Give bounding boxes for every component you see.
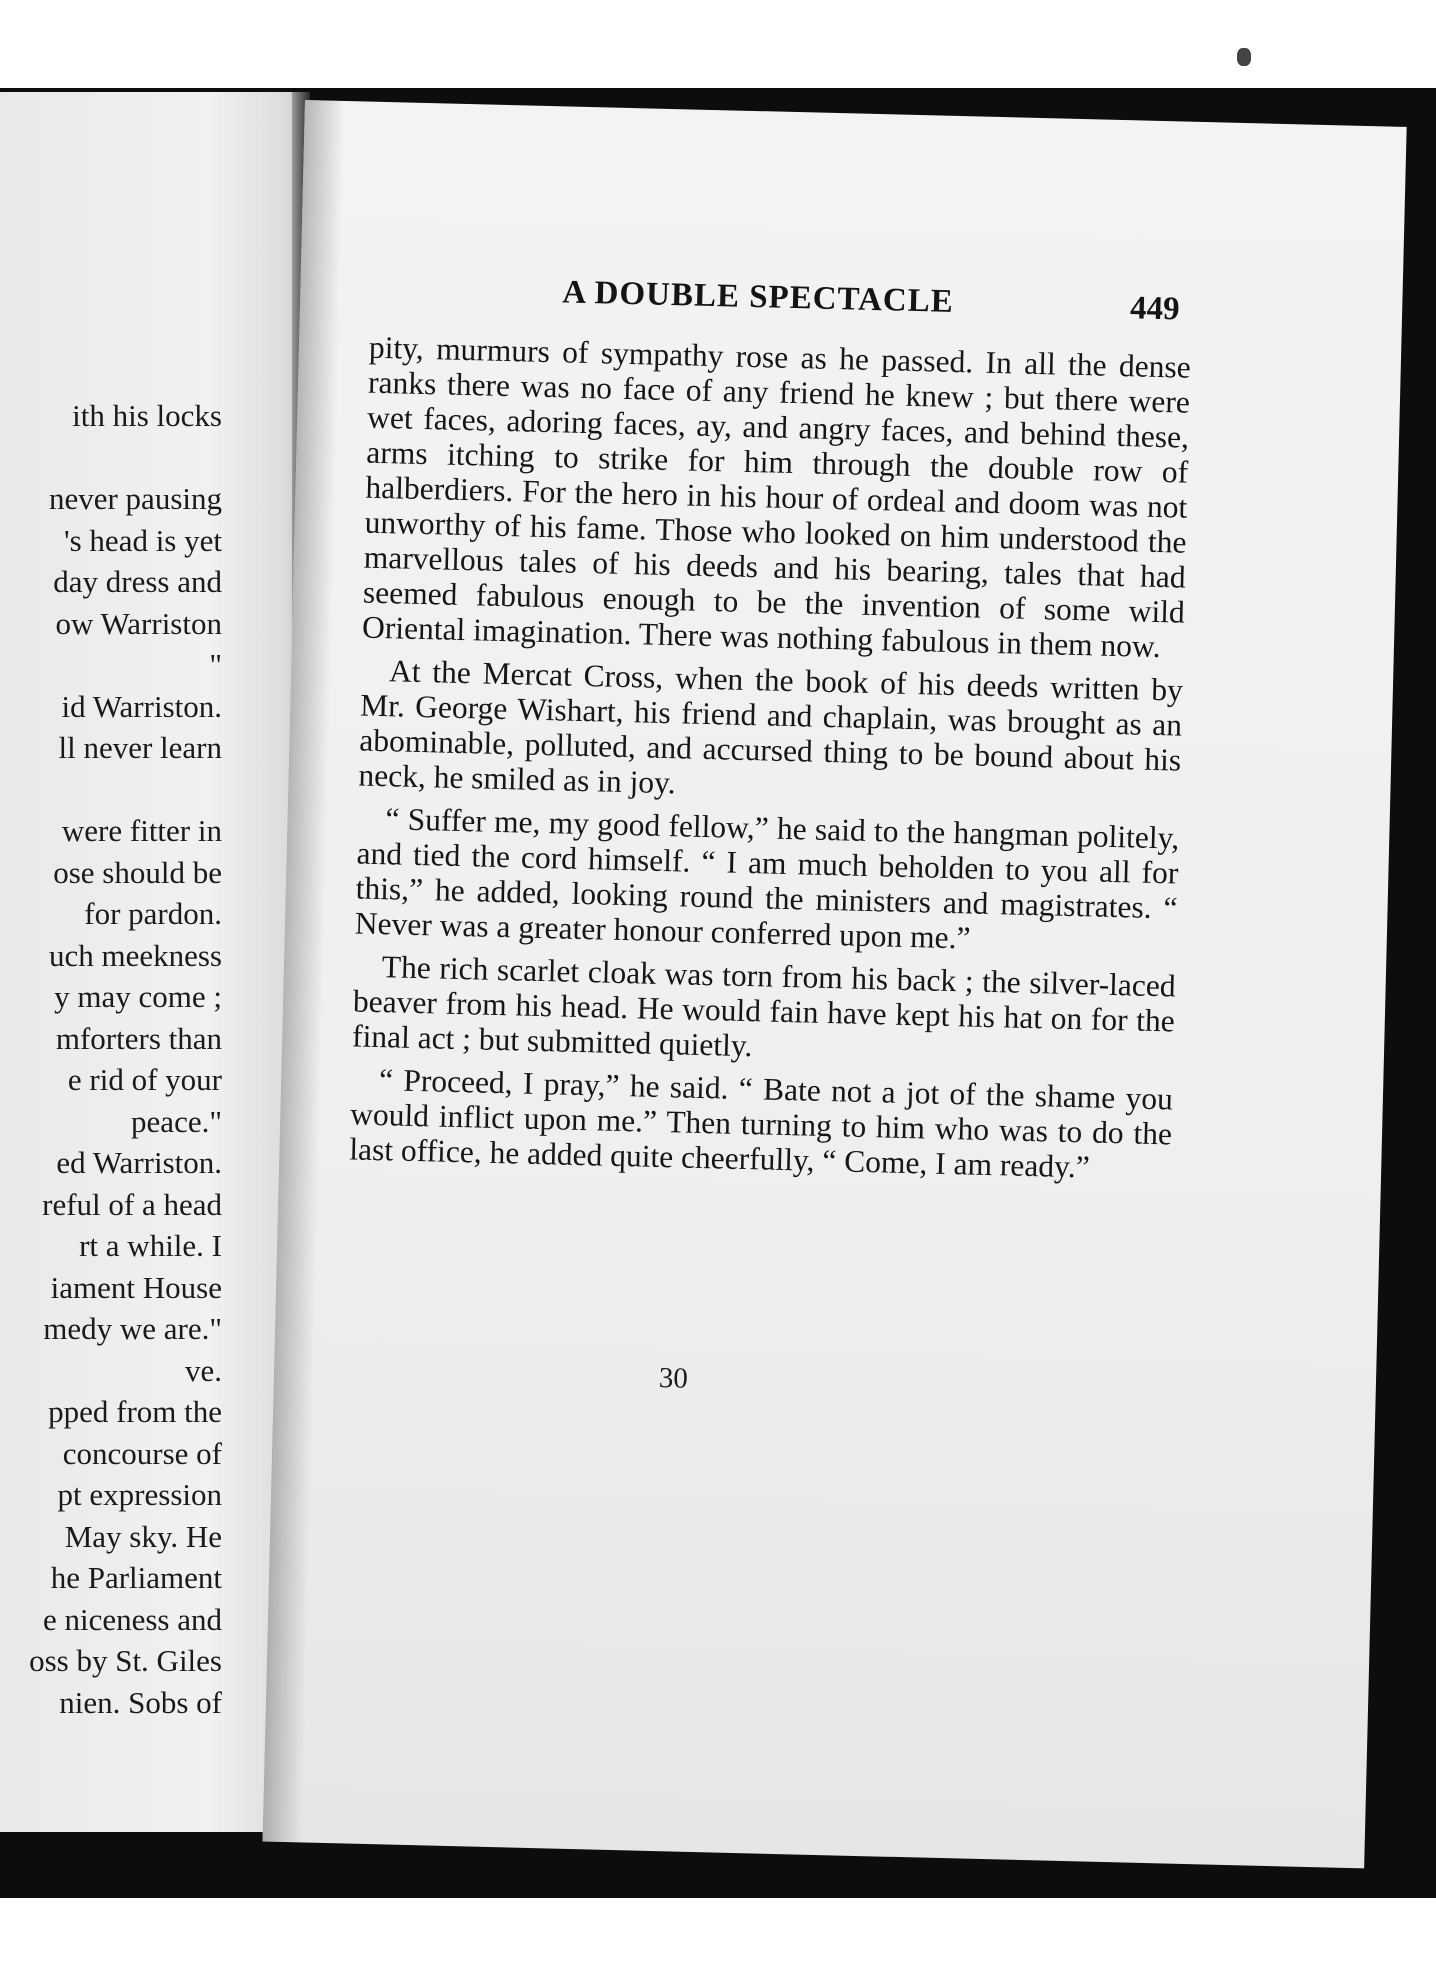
left-page-line: reful of a head xyxy=(42,1186,222,1222)
left-page-line: were fitter in xyxy=(61,813,222,848)
left-page-line: day dress and xyxy=(53,564,222,599)
left-page-line: ow Warriston xyxy=(55,605,222,641)
left-page-line: id Warriston. xyxy=(61,688,222,724)
left-page-line: concourse of xyxy=(62,1435,222,1471)
signature-mark: 30 xyxy=(658,1362,689,1395)
left-page-line: e niceness and xyxy=(42,1601,222,1637)
left-page-line: for pardon. xyxy=(84,896,222,931)
left-page-line: e rid of your xyxy=(67,1062,222,1097)
left-page-line: mforters than xyxy=(55,1020,222,1056)
left-page-line: ose should be xyxy=(53,854,222,890)
left-page-line xyxy=(29,769,222,811)
left-page-line: ll never learn xyxy=(58,730,222,765)
body-text xyxy=(349,330,1191,1195)
left-page-line: y may come ; xyxy=(54,979,222,1014)
left-page-line: ve. xyxy=(184,1352,222,1388)
left-page-line: iament House xyxy=(50,1269,222,1305)
left-page-line: May sky. He xyxy=(64,1518,222,1554)
left-page-line: ed Warriston. xyxy=(56,1145,222,1180)
left-page-line: ith his locks xyxy=(72,398,222,433)
left-page-line: peace." xyxy=(131,1103,222,1139)
right-page xyxy=(262,100,1406,1868)
paragraph: pity, murmurs of sympathy rose as he passed. In all the dense ranks there was no face of any friend he knew ; but there were wet faces, adoring faces, ay, and angry faces, and behind these, arms itching to strike for him through the double row of halberdiers. For the hero in his hour of ordeal and doom was not unworthy of his fame. Those who looked on him understood the marvellous tales of his deeds and his bearing, tales that had seemed fabulous enough to be the invention of some wild Oriental imagination. There was nothing fabulous in them now. xyxy=(361,329,1192,665)
left-page xyxy=(0,92,302,1832)
left-page-line: he Parliament xyxy=(50,1560,222,1595)
left-page-line xyxy=(29,437,222,479)
paragraph: “ Proceed, I pray,” he said. “ Bate not a jot of the shame you would inflict upon me.” Then turning to him who was to do the last office, he added quite cheerfully, “ Come, I am ready.” xyxy=(348,1062,1174,1185)
left-page-line: uch meekness xyxy=(48,937,222,973)
left-page-line: oss by St. Giles xyxy=(29,1643,222,1678)
running-title: A DOUBLE SPECTACLE xyxy=(561,274,955,320)
paragraph: The rich scarlet cloak was torn from his back ; the silver-laced beaver from his head. He would fain have kept his hat on for the final act ; but submitted quietly. xyxy=(351,949,1177,1064)
left-page-line: pped from the xyxy=(48,1394,222,1429)
left-page-line: rt a while. I xyxy=(79,1228,222,1263)
left-page-line: 's head is yet xyxy=(64,522,222,558)
left-page-line: medy we are." xyxy=(43,1311,222,1346)
left-page-line: nien. Sobs of xyxy=(59,1684,222,1720)
scan-smudge xyxy=(1237,48,1251,66)
left-page-text xyxy=(29,395,222,1723)
left-page-line: " xyxy=(209,647,222,682)
left-page-line: pt expression xyxy=(57,1477,222,1512)
left-page-line: never pausing xyxy=(48,481,222,516)
page-number: 449 xyxy=(1129,290,1181,328)
paragraph: At the Mercat Cross, when the book of his deeds written by Mr. George Wishart, his friend and chaplain, was brought as an abominable, polluted, and accursed thing to be bound about his neck, he smiled as in joy. xyxy=(358,653,1184,801)
paragraph: “ Suffer me, my good fellow,” he said to the hangman politely, and tied the cord himself. “ I am much beholden to you all for this,” he added, looking round the ministers and magistrates. “ Never was a greater honour conferred upon me.” xyxy=(354,801,1180,956)
